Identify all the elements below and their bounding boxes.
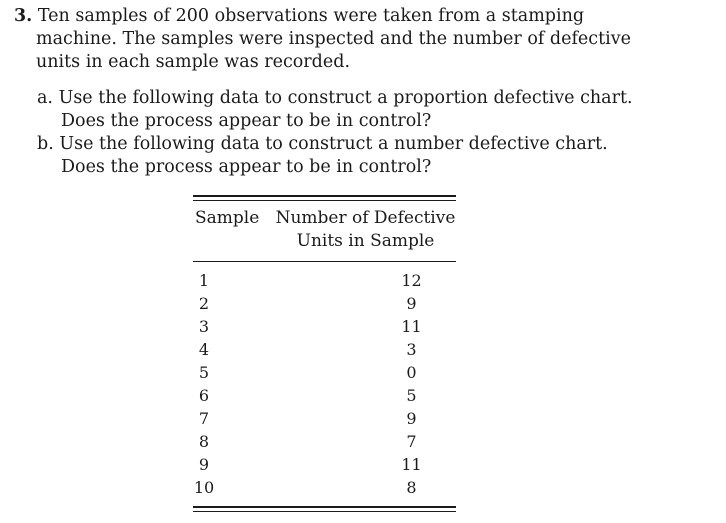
cell-sample: 9 bbox=[198, 455, 210, 474]
part-b-text: Use the following data to construct a number defective chart. Does the process appear to be in control? bbox=[59, 134, 608, 177]
table-row bbox=[193, 292, 456, 315]
part-b bbox=[37, 133, 653, 179]
problem-intro-text: Ten samples of 200 observations were taken from a stamping machine. The samples were inspected and the number of defective units in each sample was recorded. bbox=[36, 6, 631, 72]
cell-sample: 6 bbox=[198, 386, 210, 405]
part-a bbox=[37, 87, 653, 133]
header-sample: Sample bbox=[195, 208, 260, 228]
cell-defective: 11 bbox=[401, 317, 422, 336]
table-row bbox=[193, 407, 456, 430]
header-defective-line2: Units in Sample bbox=[296, 231, 435, 251]
cell-sample: 1 bbox=[198, 271, 210, 290]
table-row bbox=[193, 384, 456, 407]
cell-sample: 3 bbox=[198, 317, 210, 336]
table-row bbox=[193, 430, 456, 453]
cell-sample: 10 bbox=[193, 478, 215, 497]
header-defective bbox=[275, 201, 456, 261]
table-bottom-rule bbox=[193, 506, 456, 512]
cell-defective: 9 bbox=[406, 294, 417, 313]
part-a-label: a. bbox=[37, 88, 53, 108]
problem-number: 3. bbox=[14, 6, 33, 26]
table-row bbox=[193, 453, 456, 476]
part-a-text: Use the following data to construct a proportion defective chart. Does the process appear to be in control? bbox=[58, 88, 633, 131]
problem-parts bbox=[37, 87, 653, 179]
part-b-label: b. bbox=[37, 134, 54, 154]
table-header-row bbox=[193, 201, 456, 261]
defect-data-table bbox=[193, 195, 456, 512]
cell-defective: 9 bbox=[406, 409, 417, 428]
cell-defective: 11 bbox=[401, 455, 422, 474]
table-row bbox=[193, 476, 456, 499]
cell-defective: 7 bbox=[406, 432, 417, 451]
problem-intro bbox=[14, 5, 654, 74]
cell-defective: 3 bbox=[406, 340, 417, 359]
table bbox=[193, 201, 456, 261]
table-body bbox=[193, 262, 456, 499]
cell-defective: 12 bbox=[401, 271, 422, 290]
cell-defective: 5 bbox=[406, 386, 417, 405]
cell-sample: 2 bbox=[198, 294, 210, 313]
cell-sample: 8 bbox=[198, 432, 210, 451]
table-row bbox=[193, 338, 456, 361]
cell-sample: 4 bbox=[198, 340, 210, 359]
header-defective-line1: Number of Defective bbox=[275, 208, 456, 228]
problem-statement bbox=[14, 5, 654, 74]
table-row bbox=[193, 269, 456, 292]
cell-sample: 5 bbox=[198, 363, 210, 382]
table-row bbox=[193, 315, 456, 338]
cell-defective: 8 bbox=[406, 478, 417, 497]
cell-sample: 7 bbox=[198, 409, 210, 428]
cell-defective: 0 bbox=[406, 363, 417, 382]
table-row bbox=[193, 361, 456, 384]
